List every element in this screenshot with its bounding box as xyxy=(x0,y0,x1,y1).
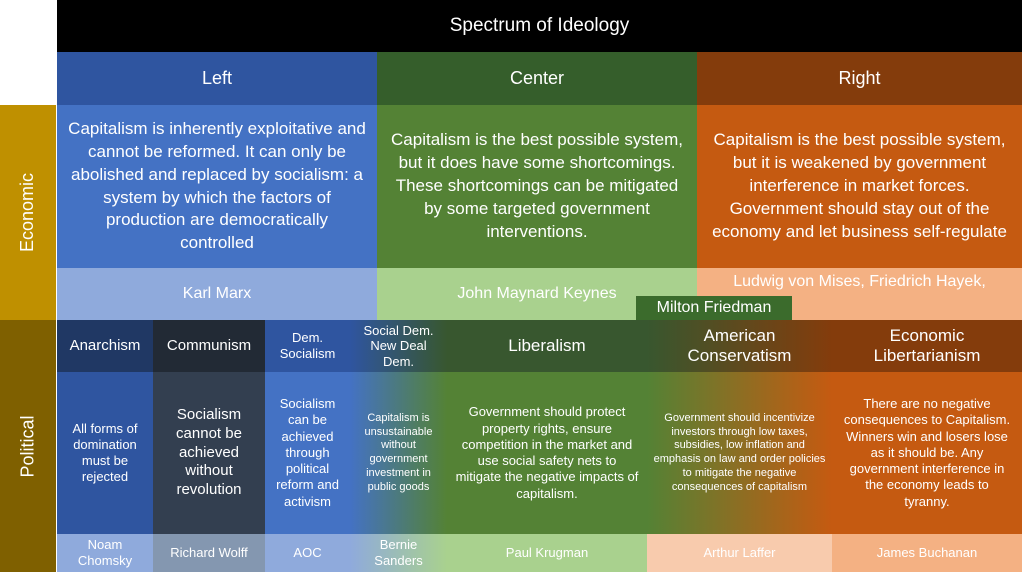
economic-center-person: John Maynard Keynes xyxy=(377,268,697,320)
political-heading-liberalism: Liberalism xyxy=(447,320,647,372)
political-heading-dem-socialism: Dem. Socialism xyxy=(265,320,350,372)
political-person-aoc: AOC xyxy=(265,534,350,572)
political-person-krugman: Paul Krugman xyxy=(447,534,647,572)
political-heading-american-conservatism: American Conservatism xyxy=(647,320,832,372)
political-person-buchanan: James Buchanan xyxy=(832,534,1022,572)
economic-right-person: Ludwig von Mises, Friedrich Hayek, xyxy=(697,268,1022,320)
column-header-right: Right xyxy=(697,52,1022,105)
economic-left-person: Karl Marx xyxy=(57,268,377,320)
side-label-economic: Economic xyxy=(0,105,56,320)
political-heading-communism: Communism xyxy=(153,320,265,372)
political-heading-social-dem: Social Dem. New Deal Dem. xyxy=(350,320,447,372)
political-person-chomsky: Noam Chomsky xyxy=(57,534,153,572)
political-person-sanders: Bernie Sanders xyxy=(350,534,447,572)
side-label-political: Political xyxy=(0,320,56,572)
economic-right-text: Capitalism is the best possible system, but it is weakened by government interference in market forces. Government should stay out of the economy and let business self-regulate xyxy=(697,105,1022,268)
political-text-social-dem: Capitalism is unsustainable without government investment in public goods xyxy=(350,372,447,534)
political-text-anarchism: All forms of domination must be rejected xyxy=(57,372,153,534)
column-header-center: Center xyxy=(377,52,697,105)
economic-center-text: Capitalism is the best possible system, but it does have some shortcomings. These shortcomings can be mitigated by some targeted government interventions. xyxy=(377,105,697,268)
column-header-left: Left xyxy=(57,52,377,105)
political-text-american-conservatism: Government should incentivize investors through low taxes, subsidies, low inflation and emphasis on law and order policies to mitigate the negative consequences of capitalism xyxy=(647,372,832,534)
economic-left-text: Capitalism is inherently exploitative and cannot be reformed. It can only be abolished and replaced by socialism: a system by which the factors of production are democratically controlled xyxy=(57,105,377,268)
economic-extra-person: Milton Friedman xyxy=(636,296,792,320)
political-heading-anarchism: Anarchism xyxy=(57,320,153,372)
political-person-wolff: Richard Wolff xyxy=(153,534,265,572)
page-title: Spectrum of Ideology xyxy=(57,0,1022,52)
political-text-communism: Socialism cannot be achieved without revolution xyxy=(153,372,265,534)
political-text-economic-libertarianism: There are no negative consequences to Capitalism. Winners win and losers lose as it should be. Any government interference in the economy leads to tyranny. xyxy=(832,372,1022,534)
political-heading-economic-libertarianism: Economic Libertarianism xyxy=(832,320,1022,372)
political-text-liberalism: Government should protect property rights, ensure competition in the market and use social safety nets to mitigate the negative impacts of capitalism. xyxy=(447,372,647,534)
political-person-laffer: Arthur Laffer xyxy=(647,534,832,572)
political-text-dem-socialism: Socialism can be achieved through political reform and activism xyxy=(265,372,350,534)
